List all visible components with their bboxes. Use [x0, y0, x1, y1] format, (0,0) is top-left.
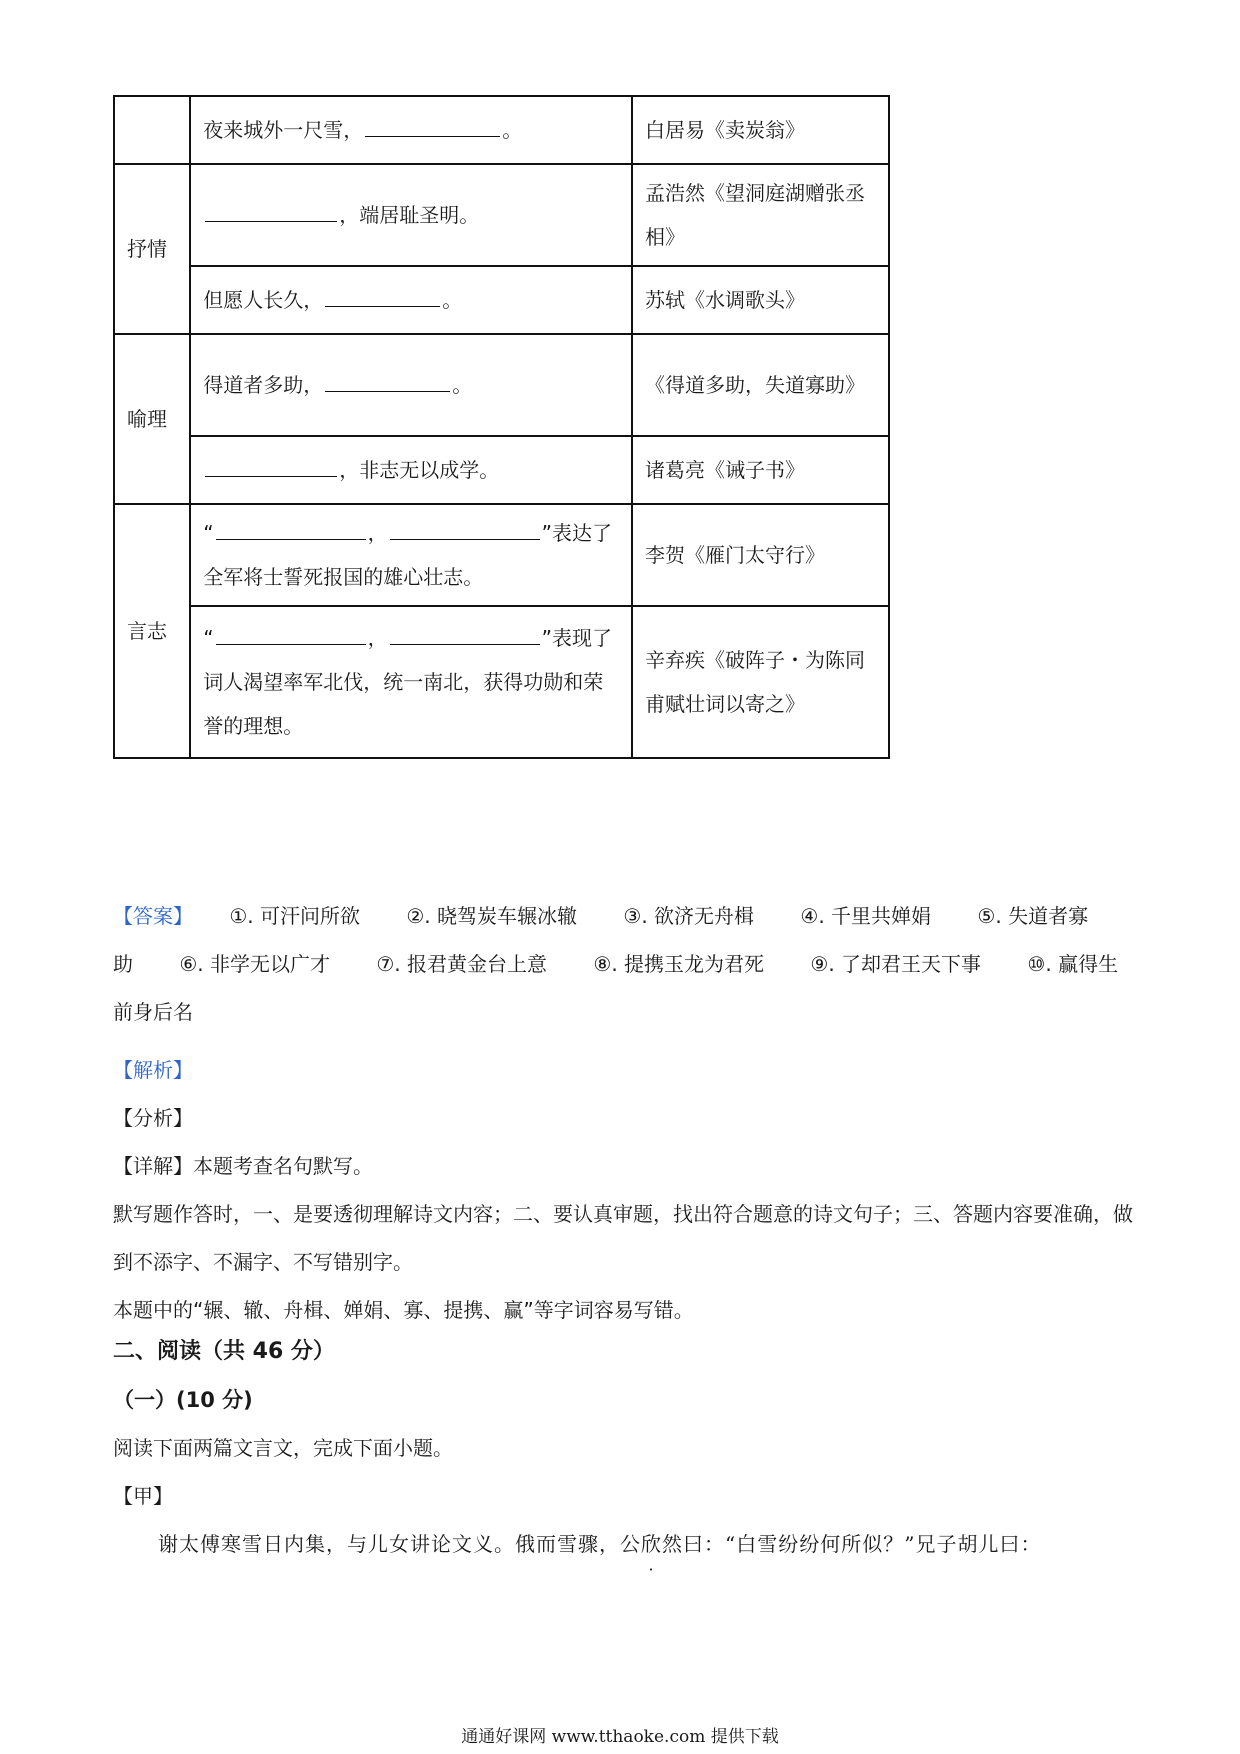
fill-blank — [325, 284, 440, 307]
fill-blank — [216, 517, 366, 540]
answer-item: ⑤. 失道者寡助 — [113, 904, 1089, 976]
answer-item: ⑩. 赢得生前身后名 — [113, 952, 1119, 1024]
source-cell: 《得道多助，失道寡助》 — [632, 334, 889, 436]
fill-blank — [390, 517, 540, 540]
content-cell: 得道者多助， 。 — [190, 334, 632, 436]
answer-block — [113, 892, 1133, 1036]
table-row — [114, 266, 889, 334]
analysis-label: 【解析】 — [113, 1058, 193, 1082]
fill-blank — [216, 622, 366, 645]
category-cell — [114, 96, 190, 164]
poem-table — [113, 95, 890, 759]
answer-item: ⑦. 报君黄金台上意 — [376, 952, 548, 976]
fenxi-label: 【分析】 — [113, 1106, 193, 1130]
content-cell: ，非志无以成学。 — [190, 436, 632, 504]
table-row — [114, 606, 889, 758]
category-cell: 喻理 — [114, 334, 190, 504]
content-cell: “ ， ”表现了词人渴望率军北伐，统一南北，获得功勋和荣誉的理想。 — [190, 606, 632, 758]
source-cell: 辛弃疾《破阵子・为陈同甫赋壮词以寄之》 — [632, 606, 889, 758]
answer-item: ⑧. 提携玉龙为君死 — [593, 952, 765, 976]
answer-item: ⑨. 了却君王天下事 — [810, 952, 982, 976]
table-row — [114, 504, 889, 606]
table-row — [114, 334, 889, 436]
answer-item: ③. 欲济无舟楫 — [623, 904, 755, 928]
answer-item: ①. 可汗问所欲 — [229, 904, 361, 928]
jia-label: 【甲】 — [113, 1484, 173, 1508]
table-row — [114, 436, 889, 504]
category-cell: 言志 — [114, 504, 190, 758]
analysis-block — [113, 1046, 1133, 1334]
answer-item: ②. 晓驾炭车辗冰辙 — [406, 904, 578, 928]
source-cell: 李贺《雁门太守行》 — [632, 504, 889, 606]
answer-label: 【答案】 — [113, 904, 193, 928]
table-row — [114, 96, 889, 164]
subsection-title: （一）(10 分) — [113, 1388, 253, 1412]
emphasis-char: 欣 — [641, 1532, 662, 1556]
fill-blank — [205, 454, 337, 477]
table-row — [114, 164, 889, 266]
source-cell: 苏轼《水调歌头》 — [632, 266, 889, 334]
fill-blank — [205, 199, 337, 222]
answer-item: ④. 千里共婵娟 — [800, 904, 932, 928]
classical-text: 谢太傅寒雪日内集，与儿女讲论文义。俄而雪骤，公欣然曰：“白雪纷纷何所似？”兄子胡儿曰： — [158, 1532, 1042, 1556]
source-cell: 白居易《卖炭翁》 — [632, 96, 889, 164]
source-cell: 诸葛亮《诫子书》 — [632, 436, 889, 504]
detail-line: 【详解】本题考查名句默写。 — [113, 1154, 373, 1178]
answer-item: ⑥. 非学无以广才 — [179, 952, 331, 976]
fill-blank — [390, 622, 540, 645]
section-title: 二、阅读（共 46 分） — [113, 1339, 335, 1364]
content-cell: 但愿人长久， 。 — [190, 266, 632, 334]
page-footer: 通通好课网 www.tthaoke.com 提供下载 — [461, 1727, 779, 1747]
fill-blank — [325, 369, 450, 392]
category-cell: 抒情 — [114, 164, 190, 334]
analysis-paragraph: 本题中的“辗、辙、舟楫、婵娟、寡、提携、赢”等字词容易写错。 — [113, 1298, 694, 1322]
analysis-paragraph: 默写题作答时，一、是要透彻理解诗文内容；二、要认真审题，找出符合题意的诗文句子；三、答题内容要准确，做到不添字、不漏字、不写错别字。 — [113, 1202, 1133, 1274]
content-cell: 夜来城外一尺雪， 。 — [190, 96, 632, 164]
content-cell: ，端居耻圣明。 — [190, 164, 632, 266]
content-cell: “ ， ”表达了全军将士誓死报国的雄心壮志。 — [190, 504, 632, 606]
fill-blank — [365, 114, 500, 137]
instruction-text: 阅读下面两篇文言文，完成下面小题。 — [113, 1436, 453, 1460]
source-cell: 孟浩然《望洞庭湖赠张丞相》 — [632, 164, 889, 266]
